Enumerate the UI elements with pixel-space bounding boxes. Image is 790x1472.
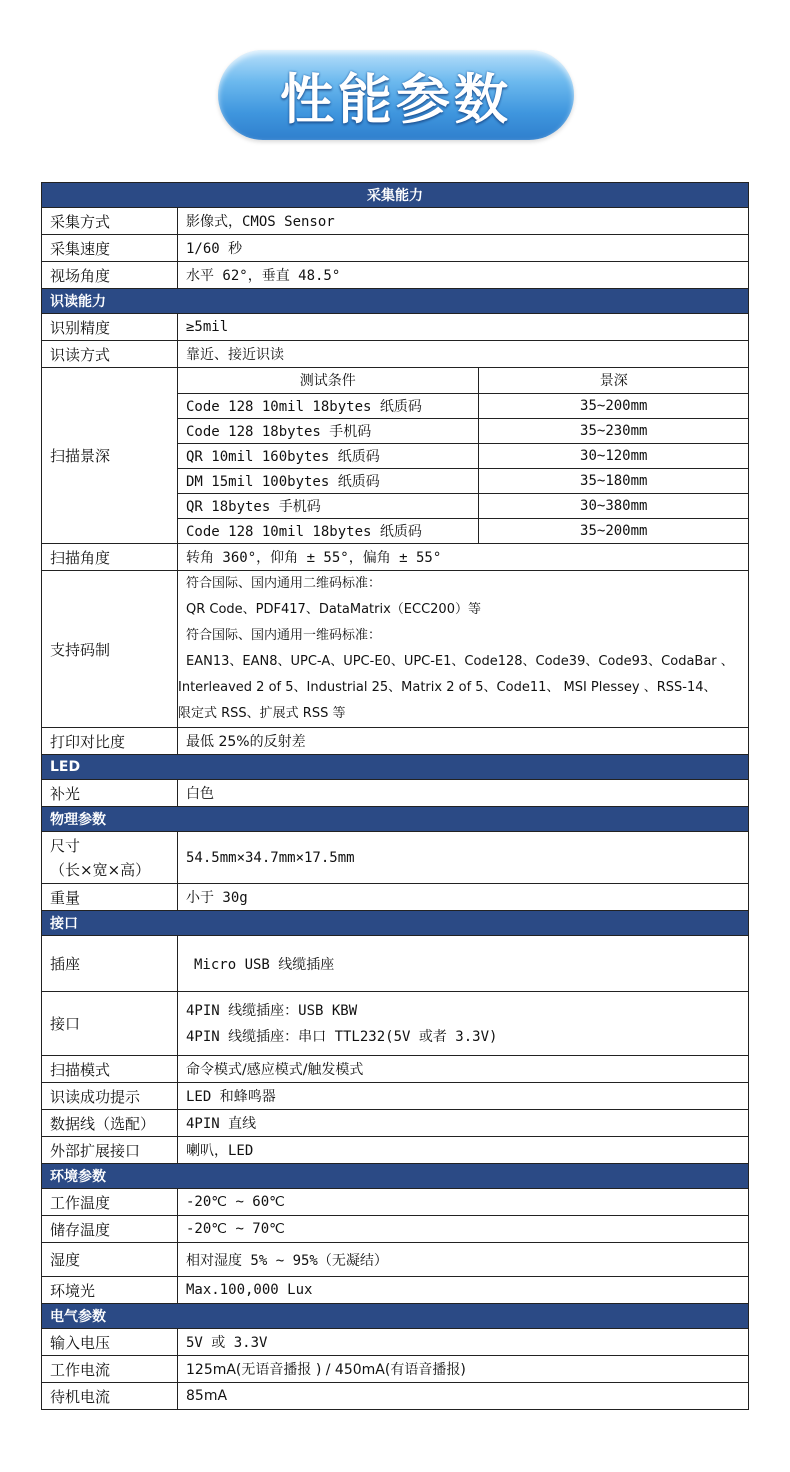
table-row — [42, 780, 749, 807]
row-label: 储存温度 — [42, 1216, 178, 1243]
section-title: 电气参数 — [42, 1304, 749, 1329]
row-value: LED 和蜂鸣器 — [178, 1083, 749, 1110]
table-row — [42, 728, 749, 755]
row-label: 重量 — [42, 884, 178, 911]
table-row — [42, 544, 749, 571]
row-value: 靠近、接近识读 — [178, 341, 749, 368]
row-label: 接口 — [42, 992, 178, 1056]
table-row — [42, 1383, 749, 1410]
subtable-row — [178, 443, 749, 468]
section-capture — [42, 183, 749, 208]
section-electrical — [42, 1304, 749, 1329]
cond-cell: QR 10mil 160bytes 纸质码 — [178, 443, 478, 468]
row-value: 相对湿度 5% ~ 95%（无凝结） — [178, 1243, 749, 1277]
row-value: 水平 62°，垂直 48.5° — [178, 262, 749, 289]
row-label: 识读方式 — [42, 341, 178, 368]
row-value: 转角 360°，仰角 ± 55°，偏角 ± 55° — [178, 544, 749, 571]
cond-cell: Code 128 18bytes 手机码 — [178, 418, 478, 443]
codes-line: 限定式 RSS、扩展式 RSS 等 — [178, 706, 346, 721]
row-value: -20℃ ~ 60℃ — [178, 1189, 749, 1216]
section-environment — [42, 1164, 749, 1189]
size-label-line2: （长×宽×高） — [50, 860, 151, 879]
subtable-row — [178, 493, 749, 518]
table-row — [42, 992, 749, 1056]
row-value: 85mA — [178, 1383, 749, 1410]
subtable-header — [178, 368, 749, 393]
section-interface — [42, 911, 749, 936]
codes-line: EAN13、EAN8、UPC-A、UPC-E0、UPC-E1、Code128、Code39、Code93、CodaBar 、 — [186, 654, 734, 669]
section-title: 识读能力 — [42, 289, 749, 314]
codes-cell — [178, 571, 749, 728]
row-value: 125mA(无语音播报 ) / 450mA(有语音播报) — [178, 1356, 749, 1383]
row-value: 54.5mm×34.7mm×17.5mm — [178, 832, 749, 884]
port-line1: 4PIN 线缆插座：USB KBW — [186, 1002, 358, 1019]
section-physical — [42, 807, 749, 832]
page-title: 性能参数 — [280, 67, 512, 131]
table-row-depth — [42, 368, 749, 544]
table-row — [42, 832, 749, 884]
section-title: 采集能力 — [42, 183, 749, 208]
row-label: 数据线（选配） — [42, 1110, 178, 1137]
row-label: 插座 — [42, 936, 178, 992]
header-depth: 景深 — [478, 368, 749, 393]
cond-cell: DM 15mil 100bytes 纸质码 — [178, 468, 478, 493]
row-value — [178, 992, 749, 1056]
cond-cell: Code 128 10mil 18bytes 纸质码 — [186, 523, 422, 540]
table-row — [42, 341, 749, 368]
row-value: 5V 或 3.3V — [178, 1329, 749, 1356]
row-value: 小于 30g — [178, 884, 749, 911]
table-row — [42, 235, 749, 262]
table-row — [42, 1243, 749, 1277]
table-row — [42, 1329, 749, 1356]
row-label: 扫描模式 — [42, 1056, 178, 1083]
row-value: 1/60 秒 — [178, 235, 749, 262]
row-label: 打印对比度 — [42, 728, 178, 755]
cond-cell: Code 128 10mil 18bytes 纸质码 — [178, 393, 478, 418]
row-value: -20℃ ~ 70℃ — [178, 1216, 749, 1243]
subtable-row — [178, 518, 749, 543]
row-label: 视场角度 — [42, 262, 178, 289]
codes-line: Interleaved 2 of 5、Industrial 25、Matrix 2 of 5、Code11、 MSI Plessey 、RSS-14、 — [178, 680, 717, 695]
row-value: 最低 25%的反射差 — [178, 728, 749, 755]
table-row — [42, 1110, 749, 1137]
row-value: ≥5mil — [178, 314, 749, 341]
row-label: 采集方式 — [42, 208, 178, 235]
row-label: 工作电流 — [42, 1356, 178, 1383]
row-label: 扫描景深 — [42, 368, 178, 544]
header-banner — [0, 0, 790, 180]
codes-line: QR Code、PDF417、DataMatrix（ECC200）等 — [186, 602, 481, 617]
row-label: 环境光 — [42, 1277, 178, 1304]
depth-cell: 35~200mm — [478, 393, 749, 418]
subtable-row — [178, 393, 749, 418]
depth-cell: 30~380mm — [478, 493, 749, 518]
row-value: 4PIN 直线 — [178, 1110, 749, 1137]
section-read — [42, 289, 749, 314]
row-label: 扫描角度 — [42, 544, 178, 571]
row-label: 补光 — [42, 780, 178, 807]
row-value: 命令模式/感应模式/触发模式 — [178, 1056, 749, 1083]
table-row — [42, 262, 749, 289]
depth-cell: 30~120mm — [478, 443, 749, 468]
depth-cell: 35~200mm — [478, 518, 749, 543]
row-value: Micro USB 线缆插座 — [178, 936, 749, 992]
port-line2: 4PIN 线缆插座：串口 TTL232(5V 或者 3.3V) — [186, 1028, 498, 1045]
section-title: 接口 — [42, 911, 749, 936]
row-label: 识读成功提示 — [42, 1083, 178, 1110]
codes-line: 符合国际、国内通用一维码标准： — [186, 628, 382, 643]
row-value: Max.100,000 Lux — [178, 1277, 749, 1304]
row-label: 采集速度 — [42, 235, 178, 262]
table-row — [42, 1277, 749, 1304]
row-label: 湿度 — [42, 1243, 178, 1277]
subtable-row — [178, 468, 749, 493]
table-row — [42, 1083, 749, 1110]
subtable-row — [178, 418, 749, 443]
section-title: 物理参数 — [42, 807, 749, 832]
depth-cell: 35~180mm — [478, 468, 749, 493]
table-row — [42, 1056, 749, 1083]
row-value: 白色 — [178, 780, 749, 807]
table-row — [42, 1189, 749, 1216]
size-label-line1: 尺寸 — [50, 836, 81, 855]
table-row — [42, 1216, 749, 1243]
row-value: 影像式，CMOS Sensor — [178, 208, 749, 235]
row-label: 外部扩展接口 — [42, 1137, 178, 1164]
codes-line: 符合国际、国内通用二维码标准： — [186, 576, 382, 591]
table-row — [42, 208, 749, 235]
section-led — [42, 755, 749, 780]
section-title: 环境参数 — [42, 1164, 749, 1189]
table-row — [42, 1137, 749, 1164]
table-row — [42, 936, 749, 992]
depth-cell: 35~230mm — [478, 418, 749, 443]
row-value: 喇叭，LED — [178, 1137, 749, 1164]
row-label: 工作温度 — [42, 1189, 178, 1216]
title-pill — [218, 50, 574, 140]
row-label: 待机电流 — [42, 1383, 178, 1410]
table-row — [42, 314, 749, 341]
spec-table — [41, 182, 749, 1410]
table-row — [42, 884, 749, 911]
header-condition: 测试条件 — [178, 368, 478, 393]
section-title: LED — [42, 755, 749, 780]
table-row-codes — [42, 571, 749, 728]
row-label: 支持码制 — [42, 571, 178, 728]
cond-cell: QR 18bytes 手机码 — [178, 493, 478, 518]
row-label: 输入电压 — [42, 1329, 178, 1356]
table-row — [42, 1356, 749, 1383]
depth-subtable-cell — [178, 368, 749, 544]
depth-subtable — [178, 368, 749, 543]
row-label — [42, 832, 178, 884]
row-label: 识别精度 — [42, 314, 178, 341]
